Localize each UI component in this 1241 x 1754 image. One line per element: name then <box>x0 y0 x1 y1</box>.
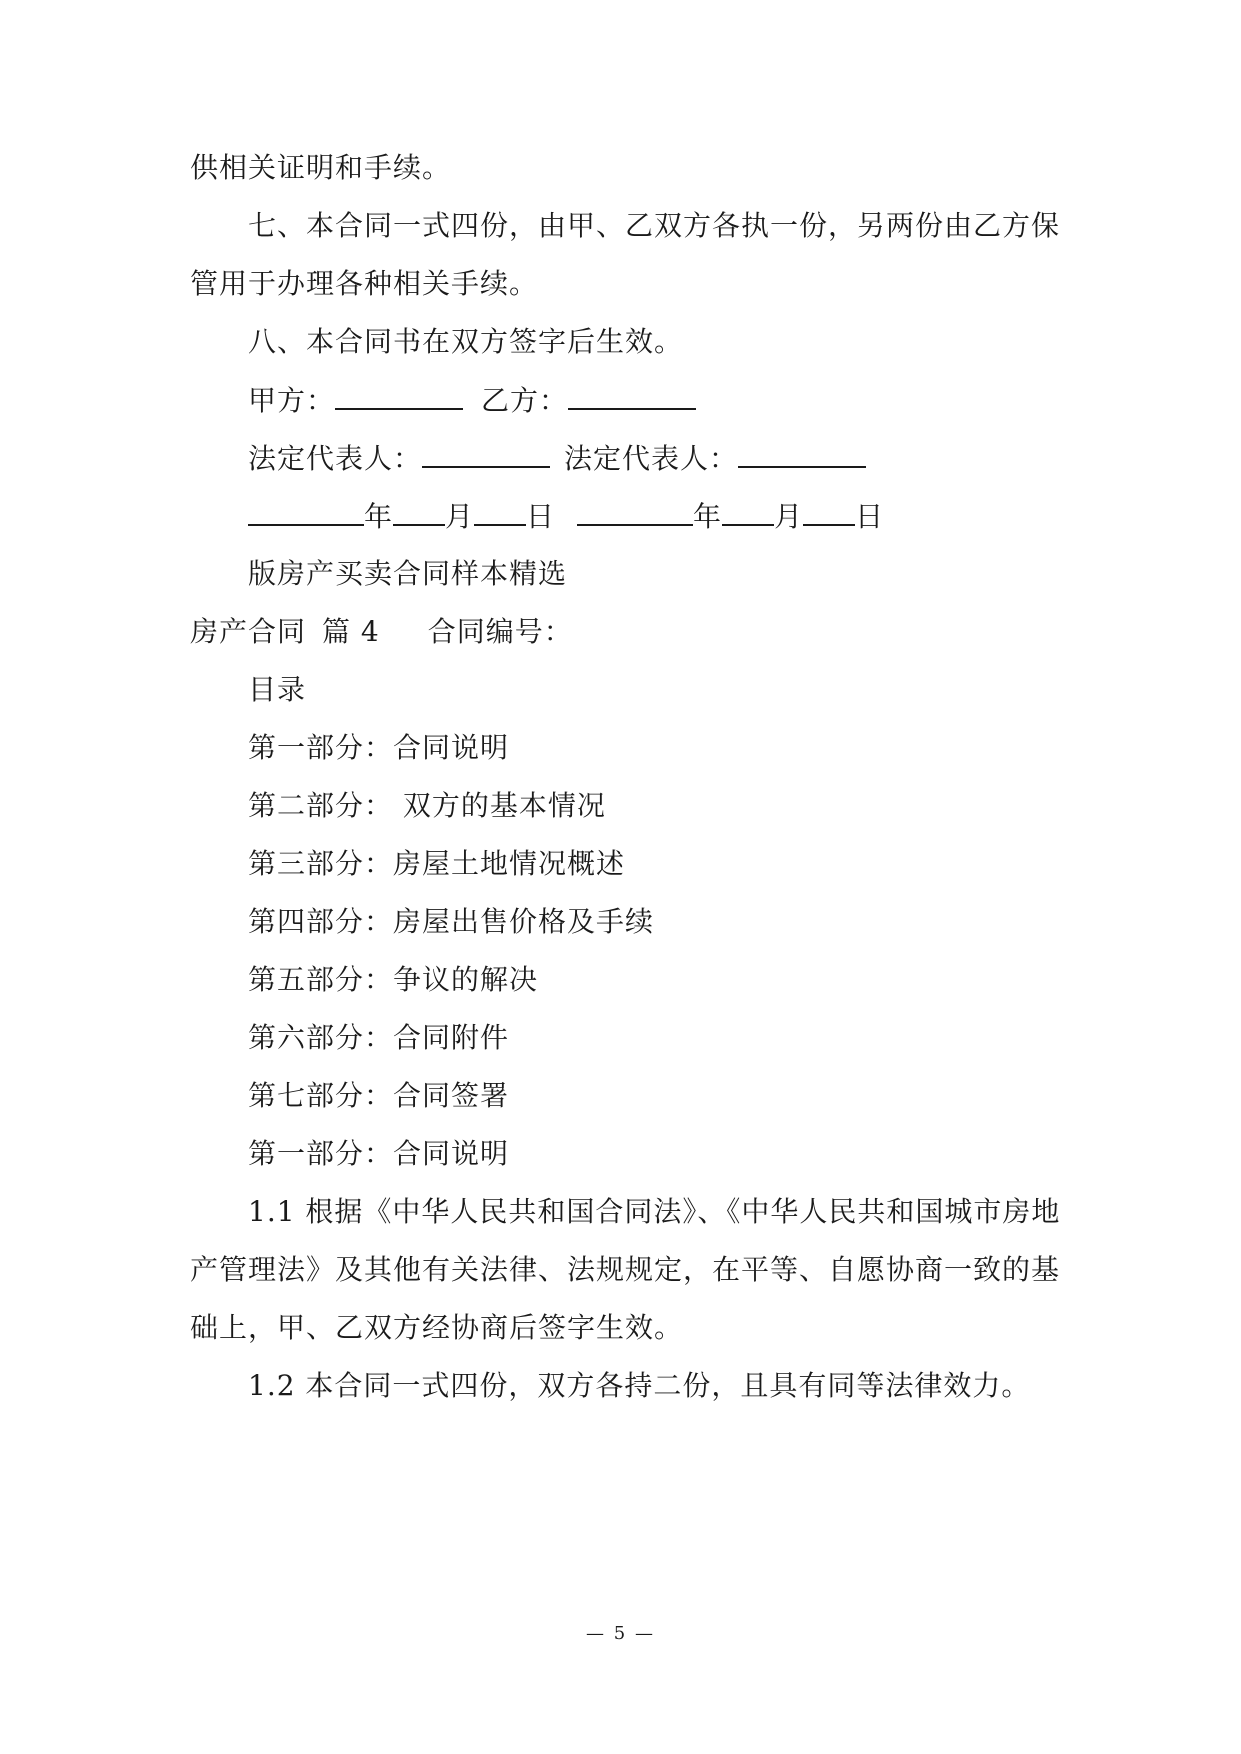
contract-header-row <box>190 612 573 652</box>
toc-item: 第四部分：房屋出售价格及手续 <box>248 905 655 938</box>
toc-title: 目录 <box>248 673 307 706</box>
rep-a-label: 法定代表人： <box>248 442 423 475</box>
rep-a-blank <box>422 438 550 468</box>
toc-item: 第一部分：合同说明 <box>248 731 510 764</box>
date-a-day-label: 日 <box>526 500 556 533</box>
section-subtitle: 版房产买卖合同样本精选 <box>248 557 568 590</box>
toc-item: 第二部分： 双方的基本情况 <box>248 789 606 822</box>
signature-date-row <box>248 496 884 537</box>
date-a-day-blank <box>474 496 526 526</box>
rep-b-label: 法定代表人： <box>564 442 739 475</box>
contract-article-number: 篇 4 <box>322 615 380 648</box>
paragraph-clause-8: 八、本合同书在双方签字后生效。 <box>248 325 684 358</box>
signature-parties-row <box>248 380 696 421</box>
clause-1-1-line2: 产管理法》及其他有关法律、法规规定，在平等、自愿协商一致的基 <box>190 1253 1061 1286</box>
signature-representatives-row <box>248 438 866 479</box>
clause-1-2: 1.2 本合同一式四份，双方各持二份，且具有同等法律效力。 <box>248 1369 1031 1402</box>
paragraph-clause-7-line2: 管用于办理各种相关手续。 <box>190 267 539 300</box>
section-heading: 第一部分：合同说明 <box>248 1137 510 1170</box>
party-a-blank <box>335 380 463 410</box>
date-a-month-blank <box>393 496 445 526</box>
date-b-day-label: 日 <box>855 500 885 533</box>
contract-header-title: 房产合同 <box>190 615 307 648</box>
paragraph-clause-7-line1: 七、本合同一式四份，由甲、乙双方各执一份，另两份由乙方保 <box>248 209 1061 242</box>
date-b-month-blank <box>722 496 774 526</box>
date-b-month-label: 月 <box>774 500 804 533</box>
clause-1-1-line1: 1.1 根据《中华人民共和国合同法》、《中华人民共和国城市房地 <box>248 1195 1061 1228</box>
party-b-label: 乙方： <box>481 384 569 417</box>
party-a-label: 甲方： <box>248 384 336 417</box>
party-b-blank <box>568 380 696 410</box>
paragraph-continuation: 供相关证明和手续。 <box>190 151 452 184</box>
toc-item: 第七部分：合同签署 <box>248 1079 510 1112</box>
clause-1-1-line3: 础上，甲、乙双方经协商后签字生效。 <box>190 1311 684 1344</box>
toc-item: 第六部分：合同附件 <box>248 1021 510 1054</box>
date-b-year-blank <box>577 496 693 526</box>
toc-item: 第五部分：争议的解决 <box>248 963 539 996</box>
toc-item: 第三部分：房屋土地情况概述 <box>248 847 626 880</box>
contract-number-label: 合同编号： <box>427 615 573 648</box>
date-a-year-label: 年 <box>364 500 394 533</box>
date-b-day-blank <box>803 496 855 526</box>
rep-b-blank <box>738 438 866 468</box>
date-b-year-label: 年 <box>693 500 723 533</box>
date-a-month-label: 月 <box>445 500 475 533</box>
date-a-year-blank <box>248 496 364 526</box>
page-number: — 5 — <box>586 1623 655 1644</box>
